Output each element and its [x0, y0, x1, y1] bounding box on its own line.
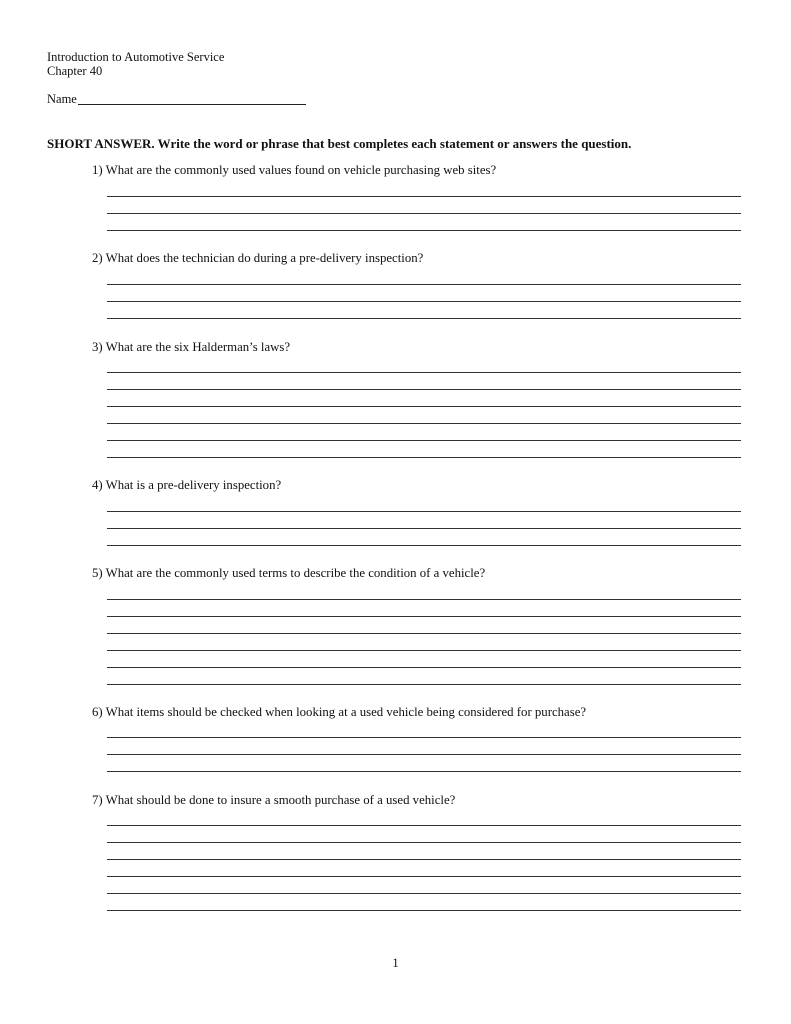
answer-line[interactable]: [107, 825, 741, 826]
answer-line[interactable]: [107, 684, 741, 685]
question-6: 6) What items should be checked when looking at a used vehicle being considered for purchase?: [92, 705, 587, 719]
answer-line[interactable]: [107, 318, 741, 319]
question-7: 7) What should be done to insure a smooth purchase of a used vehicle?: [92, 793, 456, 807]
answer-line[interactable]: [107, 910, 741, 911]
question-2: 2) What does the technician do during a pre-delivery inspection?: [92, 251, 424, 265]
answer-line[interactable]: [107, 616, 741, 617]
answer-line[interactable]: [107, 511, 741, 512]
answer-line[interactable]: [107, 893, 741, 894]
answer-line[interactable]: [107, 284, 741, 285]
question-5: 5) What are the commonly used terms to describe the condition of a vehicle?: [92, 566, 486, 580]
answer-line[interactable]: [107, 423, 741, 424]
course-title: Introduction to Automotive Service: [47, 50, 225, 64]
section-instructions: SHORT ANSWER. Write the word or phrase that best completes each statement or answers the question.: [47, 136, 632, 151]
answer-line[interactable]: [107, 876, 741, 877]
answer-line[interactable]: [107, 213, 741, 214]
answer-line[interactable]: [107, 389, 741, 390]
answer-line[interactable]: [107, 859, 741, 860]
name-label: Name: [47, 92, 77, 106]
answer-line[interactable]: [107, 528, 741, 529]
answer-line[interactable]: [107, 771, 741, 772]
answer-line[interactable]: [107, 545, 741, 546]
answer-line[interactable]: [107, 440, 741, 441]
answer-line[interactable]: [107, 372, 741, 373]
answer-line[interactable]: [107, 737, 741, 738]
answer-line[interactable]: [107, 599, 741, 600]
answer-line[interactable]: [107, 457, 741, 458]
question-3: 3) What are the six Halderman’s laws?: [92, 340, 291, 354]
name-answer-line[interactable]: [78, 104, 306, 105]
answer-line[interactable]: [107, 406, 741, 407]
page-number: 1: [392, 956, 399, 970]
answer-line[interactable]: [107, 230, 741, 231]
answer-line[interactable]: [107, 196, 741, 197]
answer-line[interactable]: [107, 633, 741, 634]
answer-line[interactable]: [107, 667, 741, 668]
answer-line[interactable]: [107, 301, 741, 302]
answer-line[interactable]: [107, 754, 741, 755]
question-4: 4) What is a pre-delivery inspection?: [92, 478, 282, 492]
chapter-label: Chapter 40: [47, 64, 103, 78]
answer-line[interactable]: [107, 650, 741, 651]
answer-line[interactable]: [107, 842, 741, 843]
question-1: 1) What are the commonly used values found on vehicle purchasing web sites?: [92, 163, 497, 177]
